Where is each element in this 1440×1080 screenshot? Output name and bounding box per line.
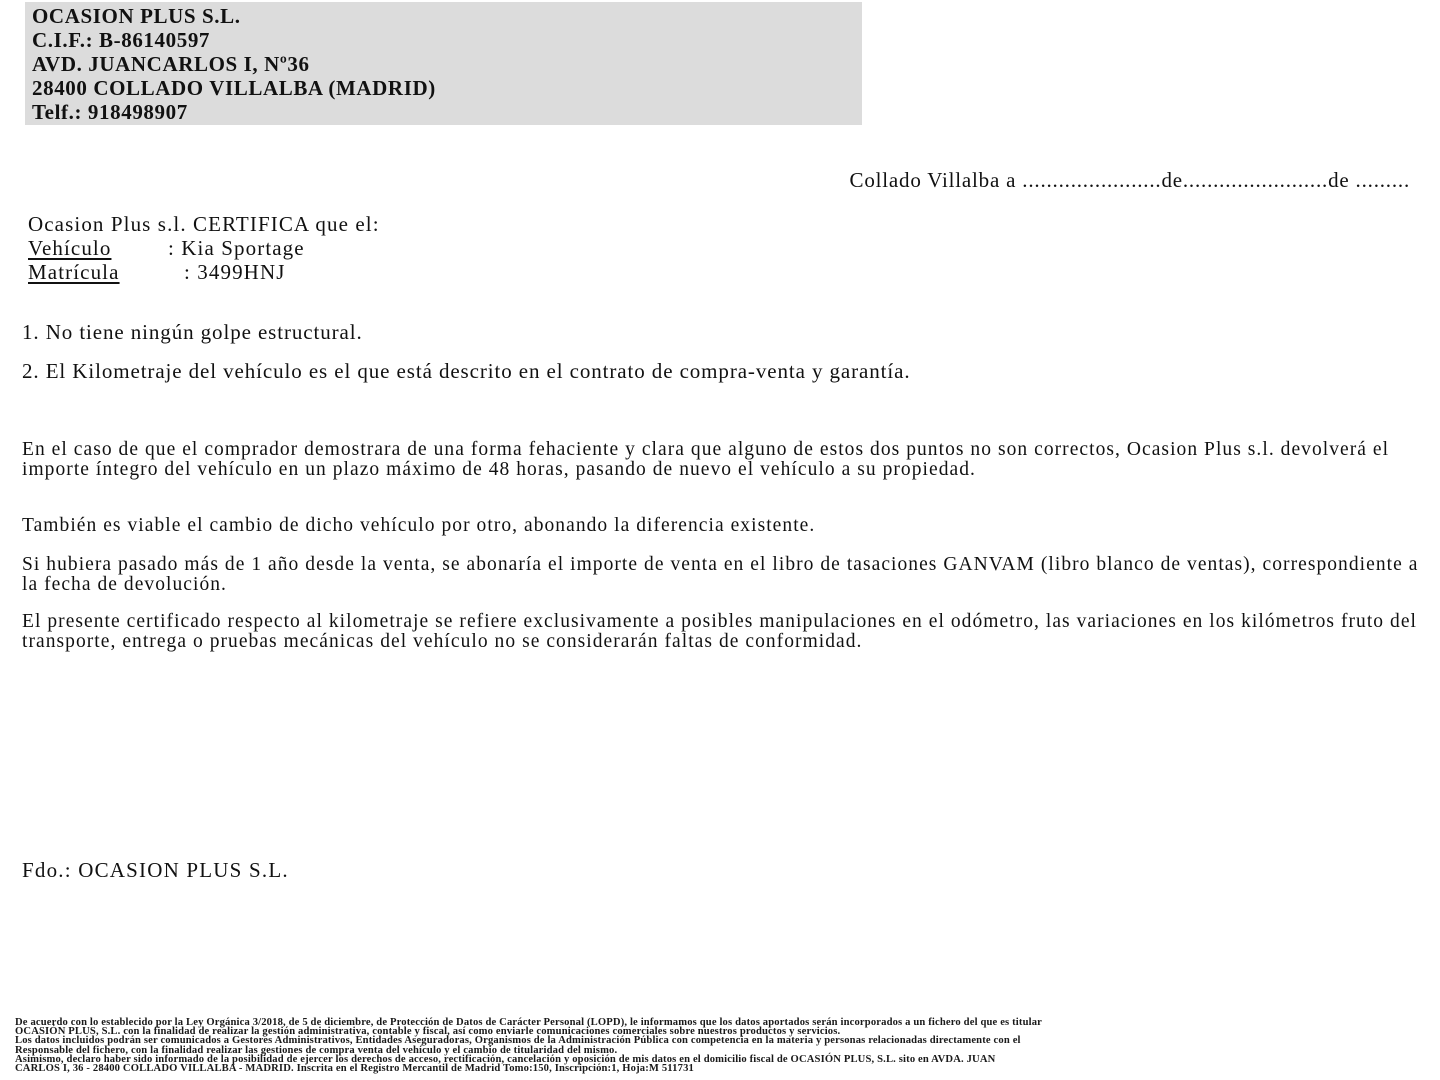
paragraph-mileage-scope: El presente certificado respecto al kilometraje se refiere exclusivamente a posibles manipulaciones en el odómetro, las variaciones en los kilómetros fruto del transporte, entrega o pruebas mecánicas del vehículo no se considerarán faltas de conformidad. bbox=[22, 611, 1417, 652]
footer-line: Responsable del fichero, con la finalidad realizar las gestiones de compra venta del vehículo y el cambio de titularidad del mismo. bbox=[15, 1044, 618, 1056]
footer-line: De acuerdo con lo establecido por la Ley Orgánica 3/2018, de 5 de diciembre, de Protección de Datos de Carácter Personal (LOPD), le informamos que los datos aportados serán incorporados a un fichero del que es titular bbox=[15, 1017, 1043, 1028]
footer-line: OCASIÓN PLUS, S.L. con la finalidad de realizar la gestión administrativa, contable y fiscal, así como enviarle comunicaciones comerciales sobre nuestros productos y servicios. bbox=[15, 1026, 841, 1038]
paragraph-refund: En el caso de que el comprador demostrara de una forma fehaciente y clara que alguno de estos dos puntos no son correctos, Ocasion Plus s.l. devolverá el importe íntegro del vehículo en un plazo máximo de 48 horas, pasando de nuevo el vehículo a su propiedad. bbox=[22, 439, 1390, 480]
company-phone: Telf.: 918498907 bbox=[32, 100, 188, 124]
company-name: OCASION PLUS S.L. bbox=[32, 4, 241, 28]
privacy-footer bbox=[15, 1018, 1435, 1073]
plate-value: : 3499HNJ bbox=[184, 260, 286, 284]
plate-row bbox=[28, 260, 380, 284]
point-2: 2. El Kilometraje del vehículo es el que está descrito en el contrato de compra-venta y garantía. bbox=[22, 359, 911, 383]
vehicle-row bbox=[28, 236, 380, 260]
footer-line: Los datos incluidos podrán ser comunicados a Gestores Administrativos, Entidades Aseguradoras, Organismos de la Administración Pública con competencia en la materia y personas relacionadas directamente con el bbox=[15, 1035, 1021, 1047]
vehicle-value: : Kia Sportage bbox=[168, 236, 305, 260]
company-city: 28400 COLLADO VILLALBA (MADRID) bbox=[32, 76, 436, 100]
company-header-box bbox=[25, 2, 862, 125]
company-address: AVD. JUANCARLOS I, Nº36 bbox=[32, 52, 310, 76]
vehicle-label: Vehículo bbox=[28, 236, 112, 260]
certification-block bbox=[28, 212, 380, 284]
place-date-line: Collado Villalba a .......................de........................de ......... bbox=[849, 168, 1410, 192]
footer-line: CARLOS I, 36 - 28400 COLLADO VILLALBA - MADRID. Inscrita en el Registro Mercantil de Madrid Tomo:150, Inscripción:1, Hoja:M 511731 bbox=[15, 1063, 694, 1075]
signature-line: Fdo.: OCASION PLUS S.L. bbox=[22, 858, 289, 882]
point-1: 1. No tiene ningún golpe estructural. bbox=[22, 320, 363, 344]
plate-label: Matrícula bbox=[28, 260, 120, 284]
paragraph-exchange: También es viable el cambio de dicho vehículo por otro, abonando la diferencia existente. bbox=[22, 515, 816, 536]
footer-line: Asimismo, declaro haber sido informado de la posibilidad de ejercer los derechos de acceso, rectificación, cancelación y oposición de mis datos en el domicilio fiscal de OCASIÓN PLUS, S.L. sito en AVDA. JUAN bbox=[15, 1053, 996, 1065]
company-cif: C.I.F.: B-86140597 bbox=[32, 28, 211, 52]
paragraph-after-one-year: Si hubiera pasado más de 1 año desde la venta, se abonaría el importe de venta en el libro de tasaciones GANVAM (libro blanco de ventas), correspondiente a la fecha de devolución. bbox=[22, 554, 1419, 595]
certification-intro: Ocasion Plus s.l. CERTIFICA que el: bbox=[28, 212, 380, 236]
